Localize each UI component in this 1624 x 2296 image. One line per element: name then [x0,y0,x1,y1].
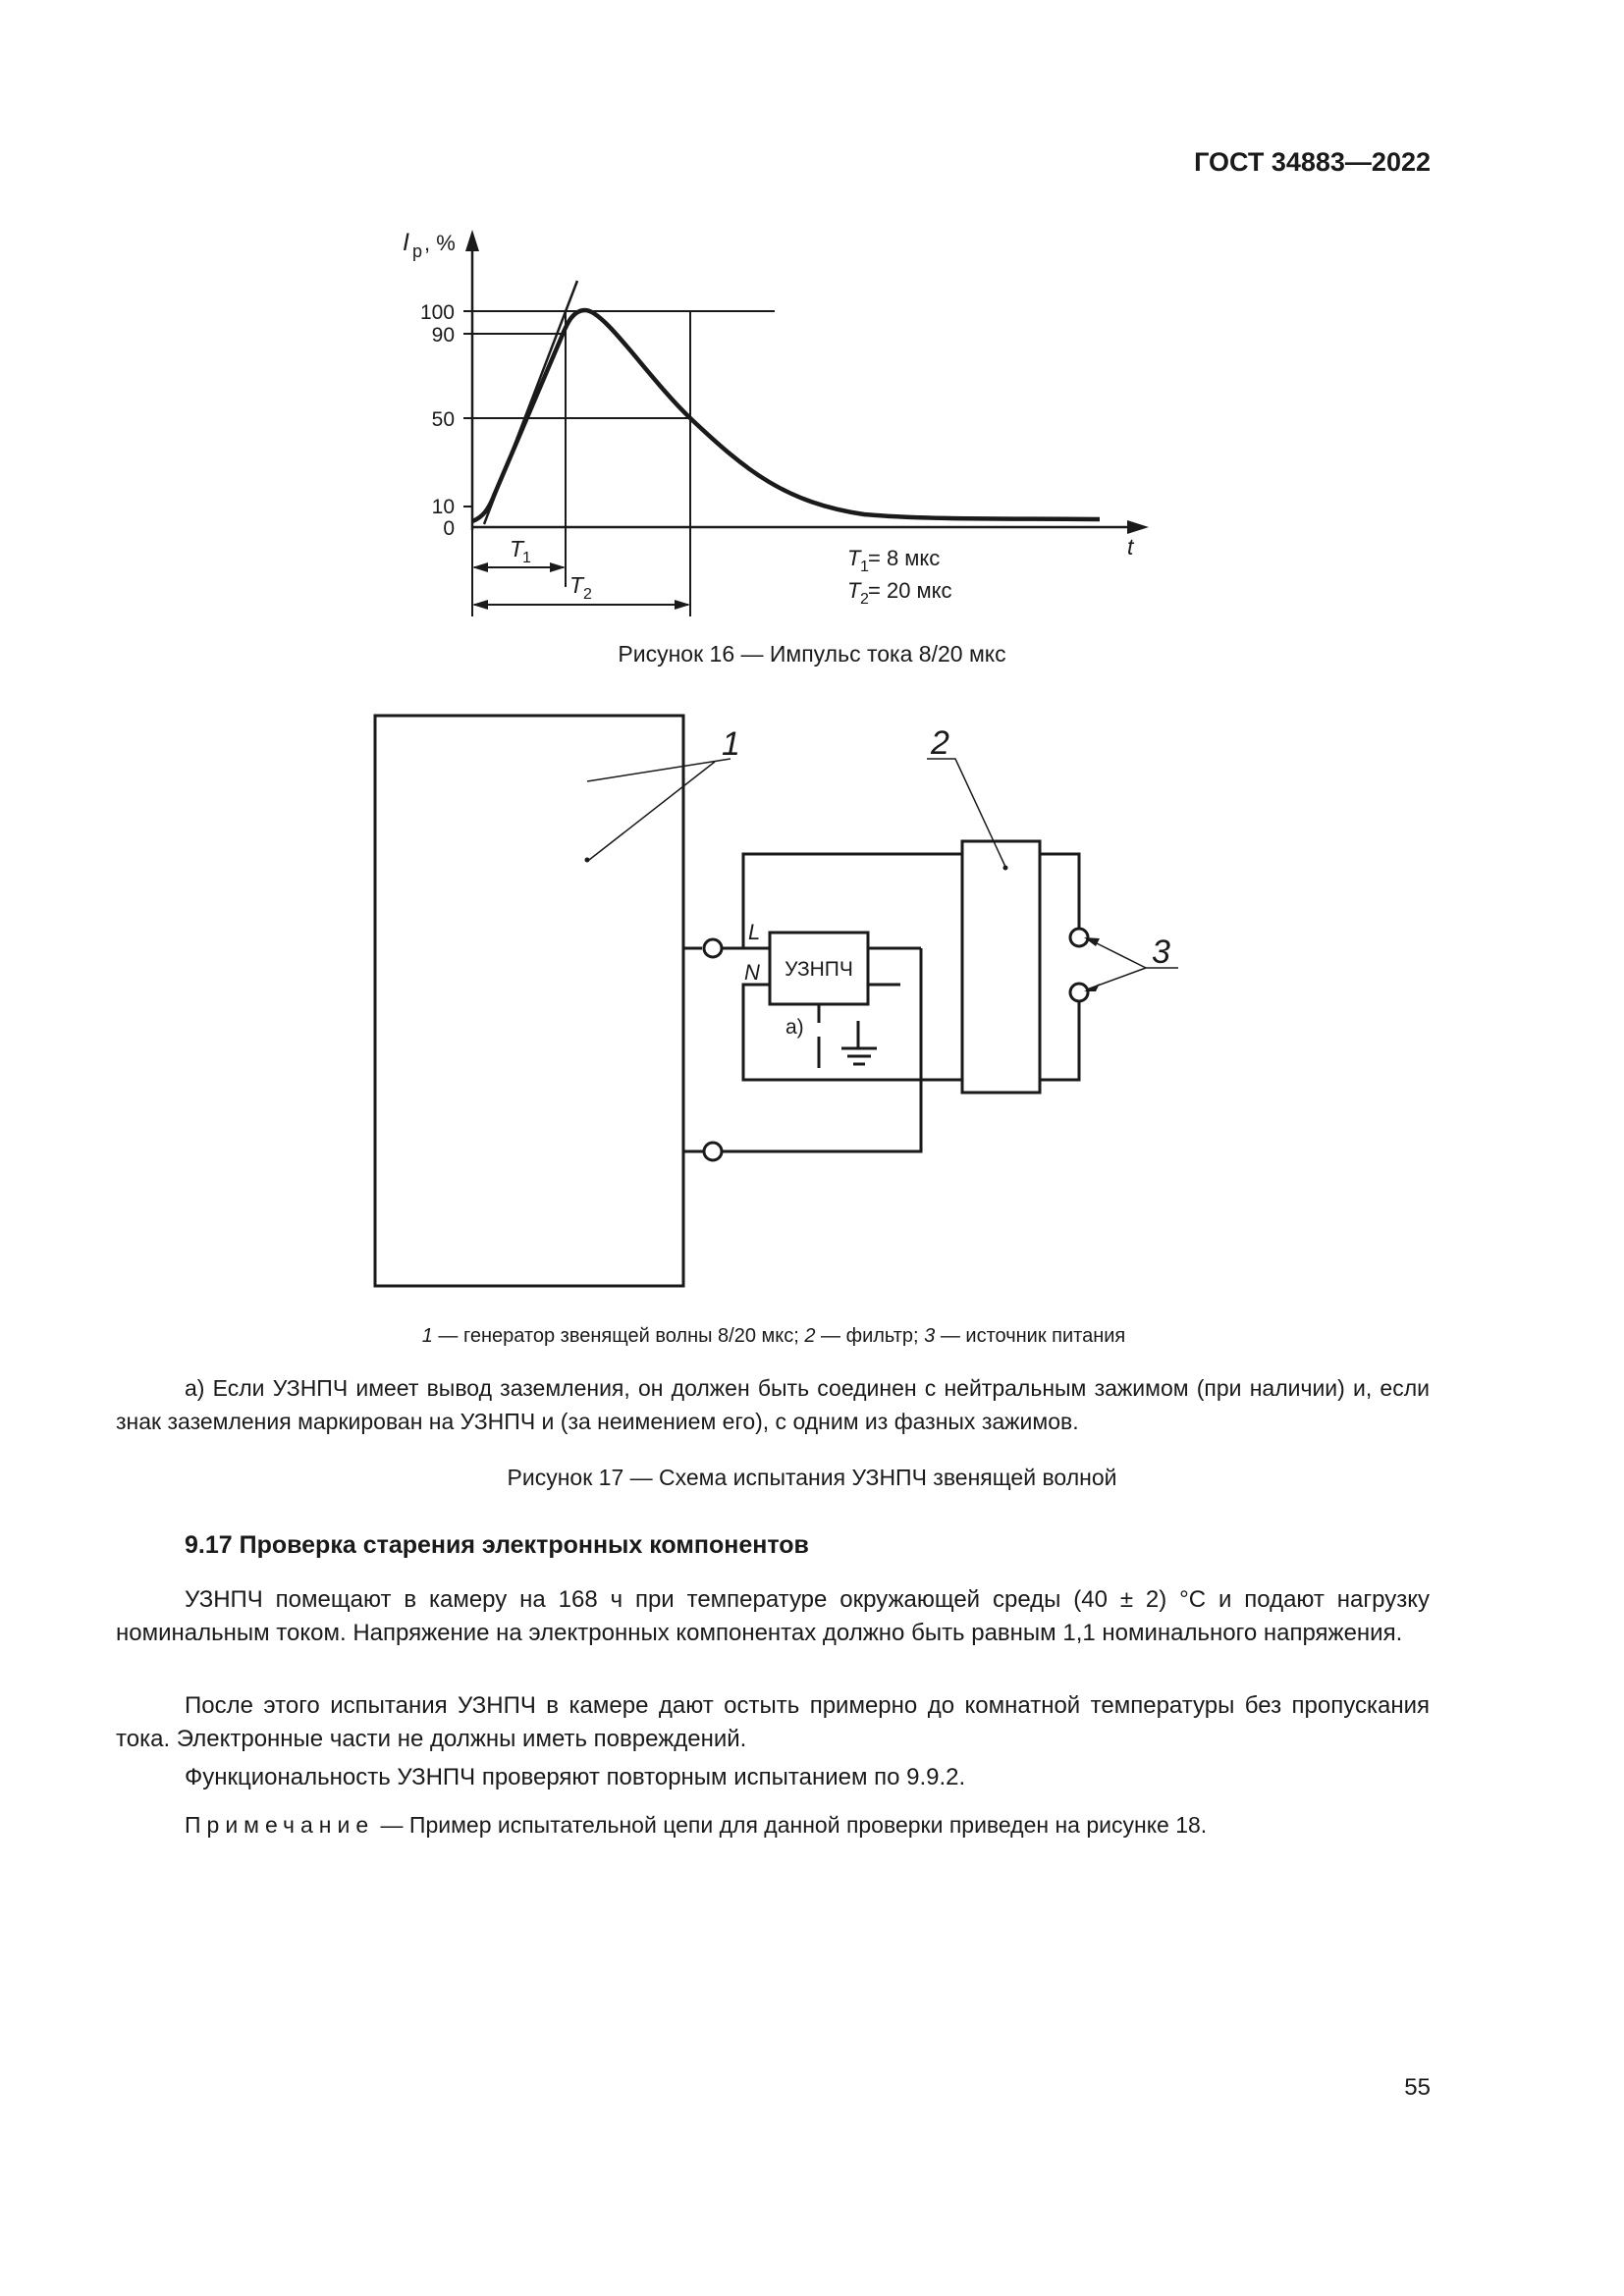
x-axis-symbol: t [1127,534,1134,560]
legend-2-num: 2 [804,1325,816,1347]
note-text: — Пример испытательной цепи для данной проверки приведен на рисунке 18. [374,1812,1208,1838]
callout-1: 1 [722,725,740,763]
x-axis-arrow [1127,520,1149,534]
figure-17-caption: Рисунок 17 — Схема испытания УЗНПЧ звенящей волной [507,1465,1117,1490]
terminal-L-label: L [748,920,761,944]
figure-16-chart [463,230,1149,616]
terminal-N-label: N [744,960,760,985]
y-axis-subscript: p [412,241,423,261]
y-axis-arrow [465,230,479,251]
terminal-lower [704,1143,722,1160]
paragraph-3: Функциональность УЗНПЧ проверяют повторным испытанием по 9.9.2. [185,1764,966,1790]
section-heading: 9.17 Проверка старения электронных компонентов [185,1531,809,1559]
t2-symbol: T [569,572,584,598]
t2-subscript: 2 [583,586,592,603]
tick-50: 50 [431,408,455,431]
y-axis-unit: , % [424,231,456,255]
terminal-upper [704,939,722,957]
figure-17-legend [0,1325,1547,1348]
t1-def-symbol: T [847,546,861,570]
filter-box [962,841,1040,1093]
tick-0: 0 [443,517,455,540]
legend-3-text: — источник питания [935,1325,1126,1347]
figure-17-diagram [375,716,1178,1286]
y-axis-symbol: I [403,229,409,256]
paragraph-1: УЗНПЧ помещают в камеру на 168 ч при температуре окружающей среды (40 ± 2) °С и подают нагрузку номинальным током. Напряжение на электронных компонентах должно быть равным 1,1 номинального напряжения. [116,1586,1430,1646]
callout-3: 3 [1152,934,1170,971]
page-number: 55 [1404,2074,1431,2101]
callout-2-leader [927,759,1005,867]
callout-2: 2 [931,724,949,762]
t1-def-subscript: 1 [860,559,869,575]
figure-17-footnote: а) Если УЗНПЧ имеет вывод заземления, он должен быть соединен с нейтральным зажимом (при наличии) и, если знак заземления маркирован на УЗНПЧ и (за неимением его), с одним из фазных зажимов. [116,1375,1430,1434]
t1-subscript: 1 [522,550,531,566]
note-label: Примечание [185,1812,375,1838]
source-terminal-2 [1070,984,1088,1001]
legend-2-text: — фильтр; [815,1325,925,1347]
document-code: ГОСТ 34883—2022 [1194,147,1431,177]
t1-def-value: = 8 мкс [868,546,941,570]
source-terminal-1 [1070,929,1088,946]
figure-16-caption: Рисунок 16 — Импульс тока 8/20 мкс [618,641,1006,667]
device-label: УЗНПЧ [785,958,853,981]
ground-footnote-mark: а) [785,1016,804,1039]
t1-symbol: T [510,536,524,561]
note [116,1809,1430,1841]
legend-3-num: 3 [924,1325,936,1347]
legend-1-num: 1 [421,1325,433,1347]
callout-1-leader [587,759,731,781]
t2-def-symbol: T [847,578,861,603]
tick-100: 100 [419,301,455,324]
figure-17-labels [722,724,1170,1039]
tick-90: 90 [431,324,455,347]
generator-box [375,716,683,1286]
t2-def-subscript: 2 [860,591,869,608]
legend-1-text: — генератор звенящей волны 8/20 мкс; [432,1325,805,1347]
tick-10: 10 [431,496,455,518]
paragraph-2: После этого испытания УЗНПЧ в камере дают остыть примерно до комнатной температуры без пропускания тока. Электронные части не должны иметь повреждений. [116,1692,1430,1752]
t2-def-value: = 20 мкс [868,578,952,603]
